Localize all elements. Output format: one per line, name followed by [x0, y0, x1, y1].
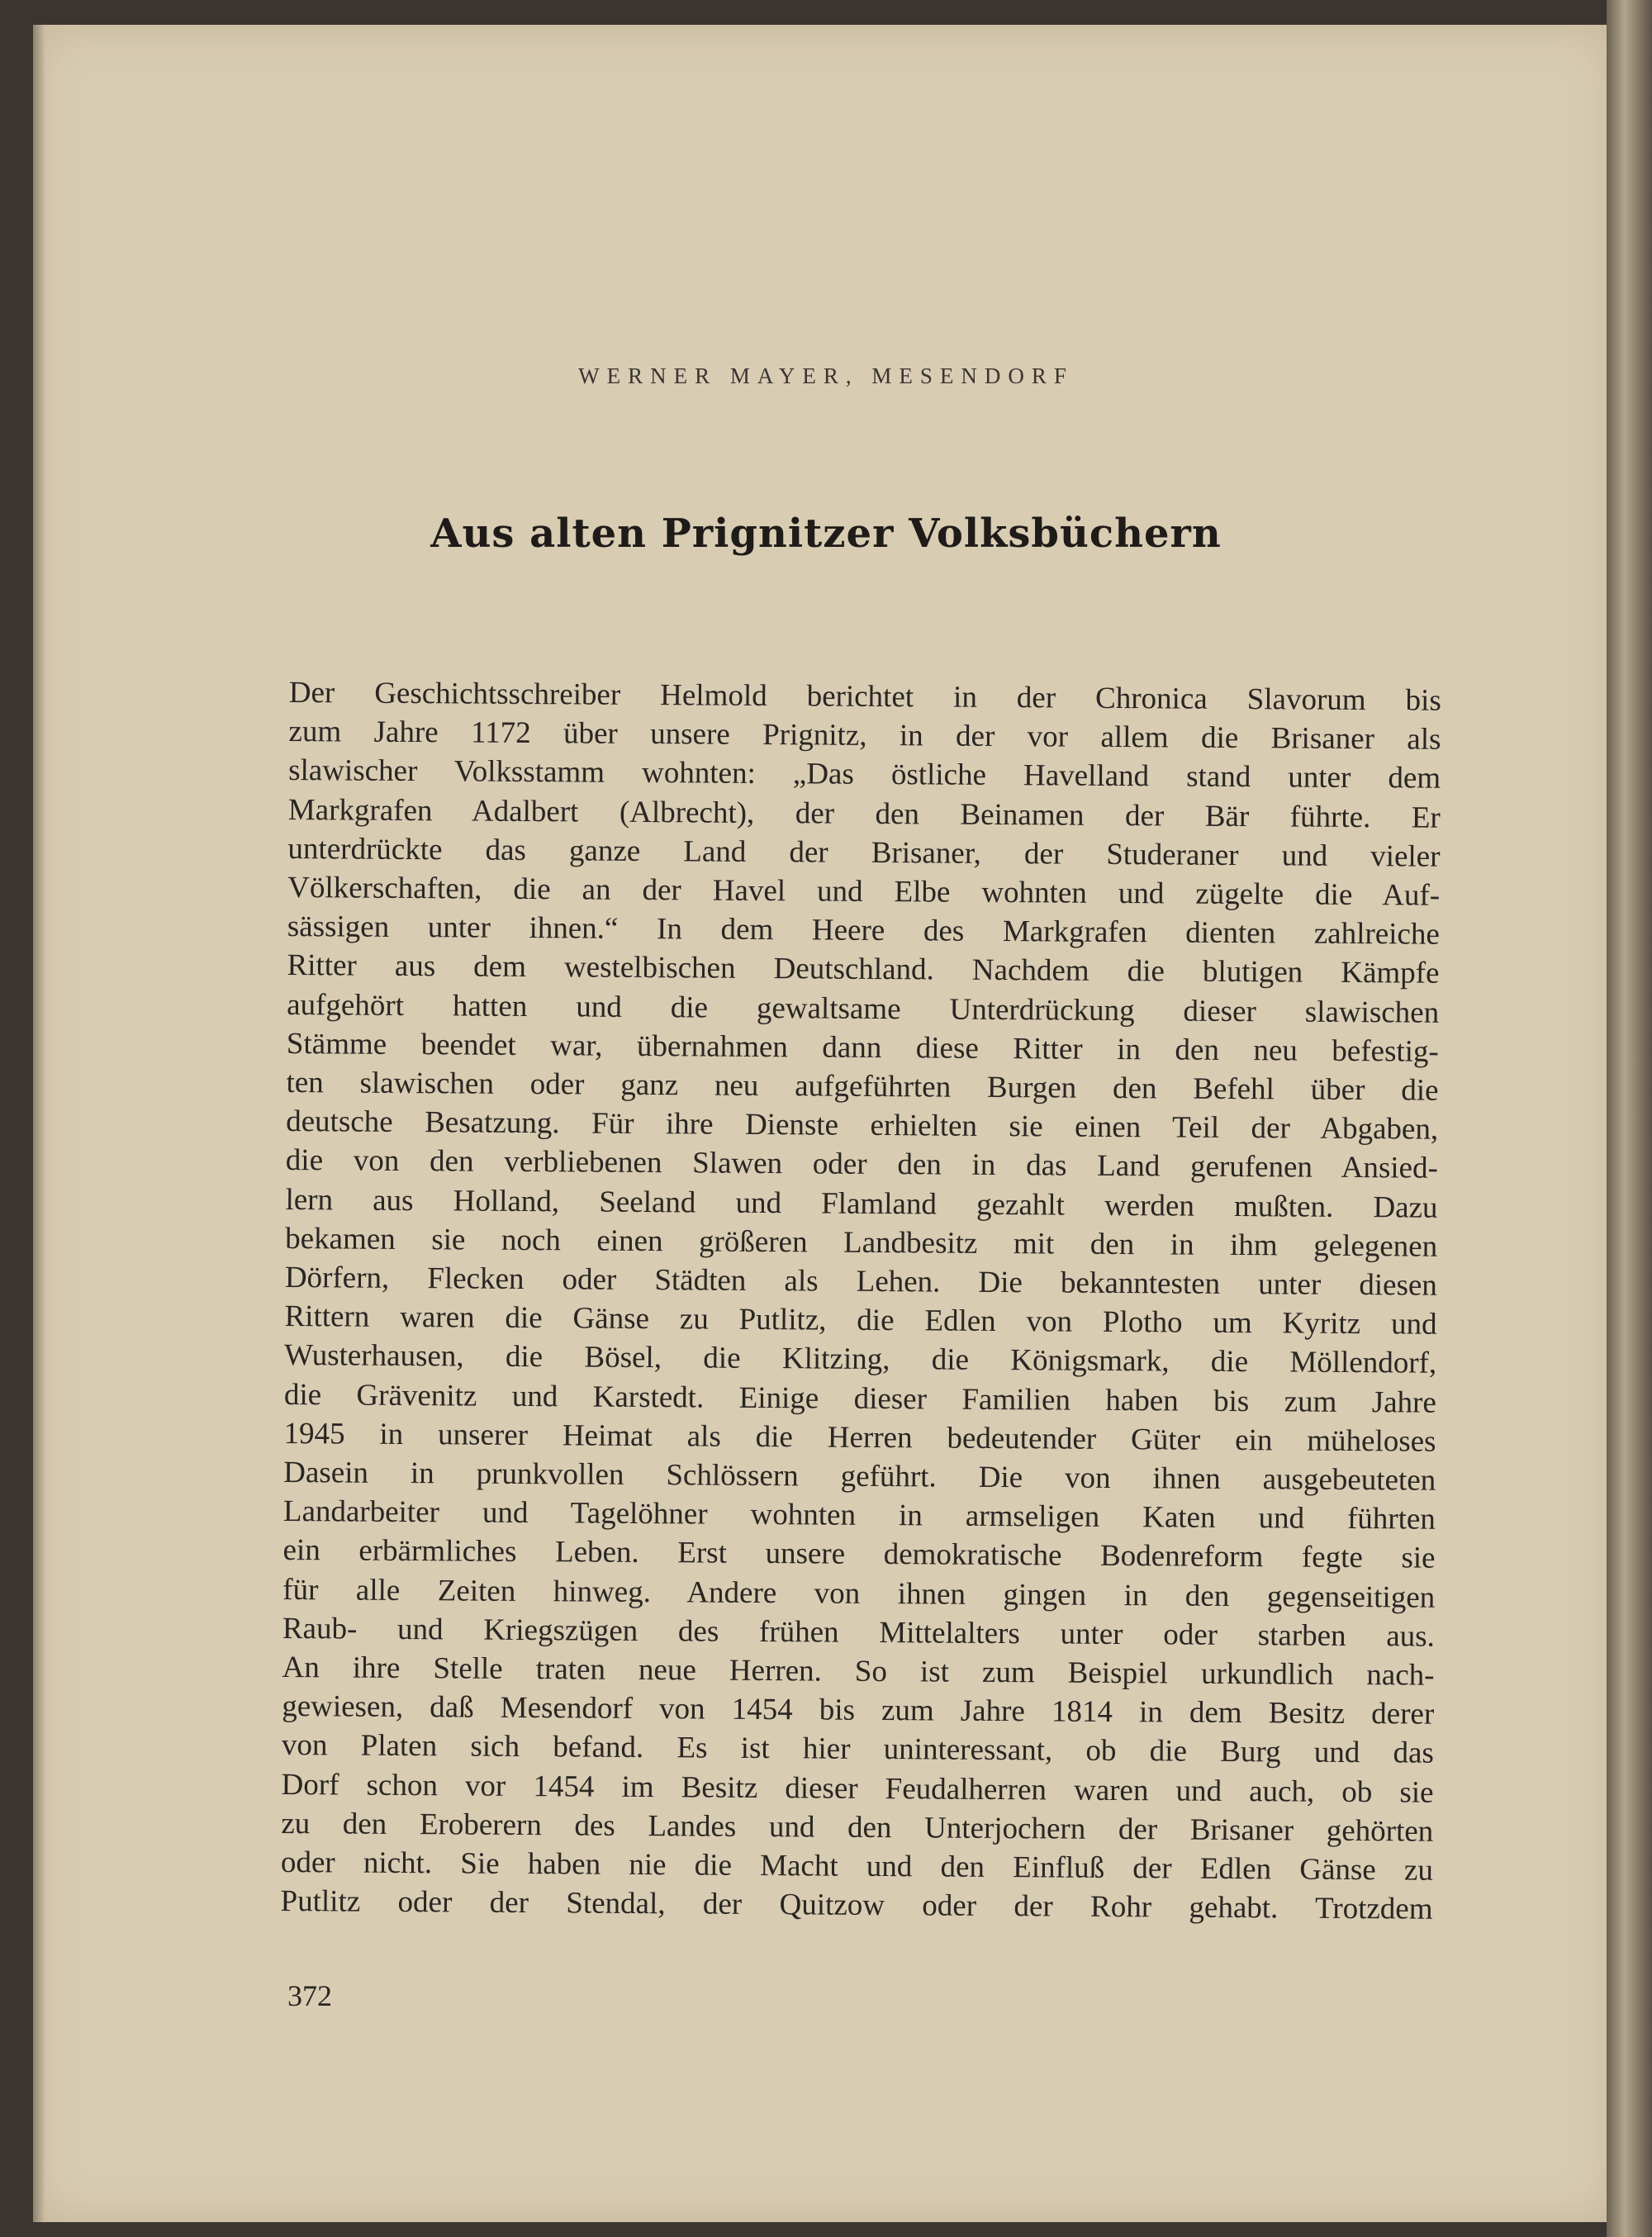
text-line: für alle Zeiten hinweg. Andere von ihnen gingen in den gegenseitigen	[282, 1572, 1436, 1615]
text-line: gewiesen, daß Mesendorf von 1454 bis zum Jahre 1814 in dem Besitz derer	[282, 1689, 1435, 1731]
text-line: Landarbeiter und Tagelöhner wohnten in armseligen Katen und führten	[282, 1494, 1436, 1536]
article-title: Aus alten Prignitzer Volksbüchern	[430, 511, 1222, 557]
page-number: 372	[287, 1979, 332, 2012]
text-line: Der Geschichtsschreiber Helmold berichtet in der Chronica Slavorum bis	[288, 675, 1441, 718]
text-line: Markgrafen Adalbert (Albrecht), der den Beinamen der Bär führte. Er	[287, 792, 1441, 835]
text-line: Ritter aus dem westelbischen Deutschland. Nachdem die blutigen Kämpfe	[287, 948, 1440, 991]
text-line: unterdrückte das ganze Land der Brisaner, der Studeraner und vieler	[287, 831, 1441, 874]
text-line: lern aus Holland, Seeland und Flamland gezahlt werden mußten. Dazu	[285, 1182, 1438, 1225]
text-line: oder nicht. Sie haben nie die Macht und den Einfluß der Edlen Gänse zu	[280, 1845, 1434, 1888]
text-line: ten slawischen oder ganz neu aufgeführten Burgen den Befehl über die	[286, 1066, 1439, 1108]
body-text	[280, 673, 1441, 1929]
text-line: aufgehört hatten und die gewaltsame Unterdrückung dieser slawischen	[287, 987, 1440, 1030]
text-line: Dörfern, Flecken oder Städten als Lehen. Die bekanntesten unter diesen	[284, 1261, 1438, 1303]
text-line: Dasein in prunkvollen Schlössern geführt. Die von ihnen ausgebeuteten	[283, 1456, 1436, 1498]
text-line: deutsche Besatzung. Für ihre Dienste erhielten sie einen Teil der Abgaben,	[286, 1104, 1439, 1147]
text-line: Raub- und Kriegszügen des frühen Mittelalters unter oder starben aus.	[282, 1611, 1436, 1654]
text-line: Putlitz oder der Stendal, der Quitzow oder der Rohr gehabt. Trotzdem	[280, 1884, 1433, 1926]
book-binding-edge	[1607, 0, 1652, 2237]
text-line: Stämme beendet war, übernahmen dann diese Ritter in den neu befestig-	[286, 1026, 1439, 1069]
author-line: WERNER MAYER, MESENDORF	[578, 363, 1074, 388]
text-line: An ihre Stelle traten neue Herren. So ist zum Beispiel urkundlich nach-	[282, 1650, 1435, 1693]
text-line: die Grävenitz und Karstedt. Einige dieser Familien haben bis zum Jahre	[283, 1377, 1437, 1420]
text-line: 1945 in unserer Heimat als die Herren bedeutender Güter ein müheloses	[283, 1416, 1436, 1459]
text-line: slawischer Volksstamm wohnten: „Das östliche Havelland stand unter dem	[288, 753, 1441, 796]
text-line: sässigen unter ihnen.“ In dem Heere des Markgrafen dienten zahlreiche	[287, 910, 1440, 952]
text-line: Dorf schon vor 1454 im Besitz dieser Feudalherren waren und auch, ob sie	[281, 1767, 1434, 1810]
text-line: Wusterhausen, die Bösel, die Klitzing, die Königsmark, die Möllendorf,	[284, 1338, 1437, 1381]
text-line: von Platen sich befand. Es ist hier uninteressant, ob die Burg und das	[281, 1728, 1435, 1771]
text-line: die von den verbliebenen Slawen oder den in das Land gerufenen Ansied-	[285, 1143, 1438, 1186]
page-left-edge	[33, 25, 45, 2222]
text-line: Rittern waren die Gänse zu Putlitz, die Edlen von Plotho um Kyritz und	[284, 1299, 1437, 1342]
text-line: bekamen sie noch einen größeren Landbesitz mit den in ihm gelegenen	[285, 1221, 1438, 1264]
text-line: zu den Eroberern des Landes und den Unterjochern der Brisaner gehörten	[281, 1806, 1434, 1849]
text-line: zum Jahre 1172 über unsere Prignitz, in der vor allem die Brisaner als	[288, 715, 1441, 757]
text-line: Völkerschaften, die an der Havel und Elbe wohnten und zügelte die Auf-	[287, 871, 1441, 913]
text-line: ein erbärmliches Leben. Erst unsere demokratische Bodenreform fegte sie	[282, 1533, 1436, 1576]
